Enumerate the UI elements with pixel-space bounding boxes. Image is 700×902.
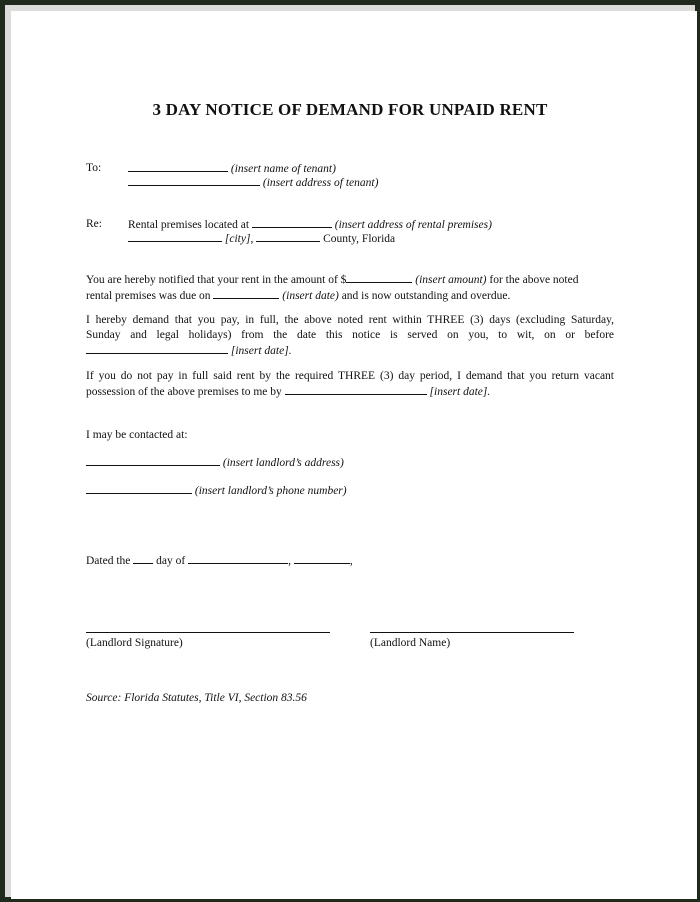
to-label: To:	[86, 162, 102, 174]
city-blank	[128, 231, 222, 242]
day-blank	[133, 553, 153, 564]
dated-line: Dated the day of , ,	[86, 555, 353, 567]
para2-line1: I hereby demand that you pay, in full, the above noted rent within THREE (3) days (excluding Saturday,	[86, 314, 614, 326]
tenant-name-blank	[128, 161, 228, 172]
paragraph-amount	[86, 272, 614, 304]
tenant-address-blank	[128, 175, 260, 186]
re-city-line: [city], County, Florida	[128, 231, 395, 246]
tenant-name-hint: (insert name of tenant)	[230, 163, 336, 175]
paragraph-possession	[86, 369, 614, 400]
premises-blank	[252, 217, 332, 228]
para1-part2: for the above noted	[489, 274, 579, 286]
para2-line2: Sunday and legal holidays) from the date this notice is served on you, to wit, on or before	[86, 329, 614, 341]
vacate-date-blank	[285, 384, 427, 395]
county-blank	[256, 231, 320, 242]
pay-by-date-hint: [insert date].	[230, 345, 292, 357]
to-address-line	[128, 175, 378, 190]
amount-blank	[346, 272, 412, 283]
month-blank	[188, 553, 288, 564]
landlord-address-line	[86, 455, 344, 470]
landlord-phone-line	[86, 483, 347, 498]
landlord-phone-blank	[86, 483, 192, 494]
tenant-address-hint: (insert address of tenant)	[262, 177, 379, 189]
premises-text: Rental premises located at	[128, 219, 250, 231]
para1-part1: You are hereby notified that your rent in the amount of $	[86, 274, 347, 286]
due-date-blank	[213, 288, 279, 299]
contact-heading: I may be contacted at:	[86, 429, 188, 441]
pay-by-date-blank	[86, 343, 228, 354]
landlord-signature-line	[86, 632, 330, 633]
re-premises-line	[128, 217, 492, 232]
county-text: County, Florida	[323, 233, 396, 245]
dated-part2: day of	[156, 555, 186, 567]
landlord-name-line	[370, 632, 574, 633]
landlord-signature-label: (Landlord Signature)	[86, 637, 183, 649]
para1-part4: and is now outstanding and overdue.	[341, 290, 511, 302]
paragraph-demand	[86, 313, 614, 359]
to-name-line	[128, 161, 336, 176]
re-label: Re:	[86, 218, 102, 230]
landlord-phone-hint: (insert landlord’s phone number)	[194, 485, 347, 497]
dated-part1: Dated the	[86, 555, 131, 567]
city-hint: [city]	[224, 233, 251, 245]
source-citation: Source: Florida Statutes, Title VI, Section 83.56	[86, 692, 307, 704]
landlord-address-blank	[86, 455, 220, 466]
document-title: 3 DAY NOTICE OF DEMAND FOR UNPAID RENT	[152, 100, 548, 119]
para1-part3: rental premises was due on	[86, 290, 211, 302]
landlord-address-hint: (insert landlord’s address)	[222, 457, 344, 469]
vacate-date-hint: [insert date].	[429, 386, 491, 398]
amount-hint: (insert amount)	[415, 274, 487, 286]
para3-line1: If you do not pay in full said rent by the required THREE (3) day period, I demand that you return vacant	[86, 370, 614, 382]
year-blank	[294, 553, 350, 564]
landlord-name-label: (Landlord Name)	[370, 637, 451, 649]
para3-line2: possession of the above premises to me by	[86, 386, 282, 398]
due-date-hint: (insert date)	[282, 290, 339, 302]
premises-hint: (insert address of rental premises)	[334, 219, 492, 231]
